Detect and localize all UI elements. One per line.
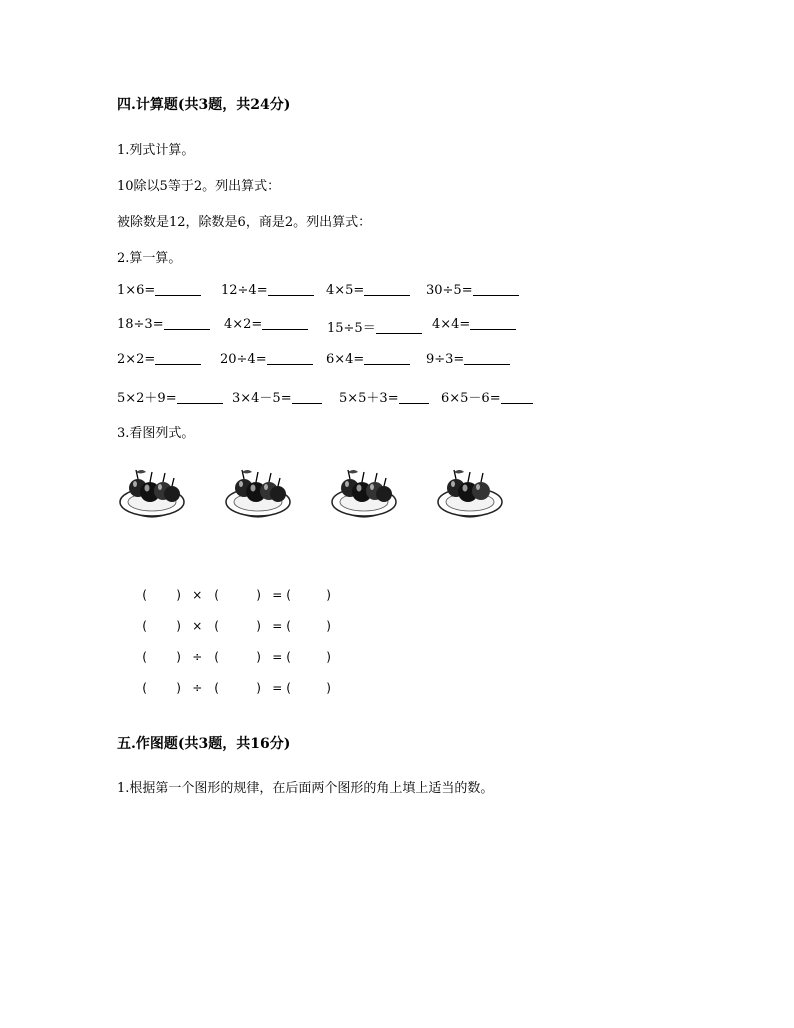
answer-blank[interactable] (155, 283, 201, 296)
q3-title: 3.看图列式。 (117, 426, 195, 441)
answer-blank[interactable] (164, 317, 210, 330)
q2-item: 1×6= (117, 283, 201, 298)
answer-blank[interactable] (501, 391, 533, 404)
answer-blank[interactable] (267, 352, 313, 365)
q2-item: 4×2= (224, 317, 308, 332)
section-5-q1-title: 1.根据第一个图形的规律，在后面两个图形的角上填上适当的数。 (117, 781, 494, 796)
q3-formula-4: ( ) ÷ ( ) = ( ) (142, 681, 331, 695)
q1-line-2: 被除数是12，除数是6，商是2。列出算式： (117, 215, 372, 230)
q2-item: 4×5= (326, 283, 410, 298)
apple-plate-icon (330, 458, 398, 522)
section-5-heading: 五.作图题(共3题，共16分) (117, 736, 291, 752)
q2-item: 15÷5＝ (327, 317, 422, 336)
q2-item: 20÷4= (220, 352, 313, 367)
q2-item: 4×4= (432, 317, 516, 332)
q2-item: 2×2= (117, 352, 201, 367)
q2-item: 12÷4= (221, 283, 314, 298)
answer-blank[interactable] (262, 317, 308, 330)
apple-plate-icon (224, 458, 292, 522)
answer-blank[interactable] (399, 391, 429, 404)
q3-formula-1: ( ) × ( ) = ( ) (142, 588, 331, 602)
answer-blank[interactable] (292, 391, 322, 404)
q2-item: 5×2＋9= (117, 387, 223, 406)
q3-formula-3: ( ) ÷ ( ) = ( ) (142, 650, 331, 664)
answer-blank[interactable] (364, 283, 410, 296)
answer-blank[interactable] (155, 352, 201, 365)
q2-title: 2.算一算。 (117, 251, 182, 266)
q2-item: 18÷3= (117, 317, 210, 332)
q1-line-1: 10除以5等于2。列出算式： (117, 179, 281, 194)
q2-item: 5×5＋3= (339, 387, 429, 406)
q3-formula-2: ( ) × ( ) = ( ) (142, 619, 331, 633)
answer-blank[interactable] (464, 352, 510, 365)
apple-plates-figure (118, 458, 518, 528)
q2-item: 6×4= (326, 352, 410, 367)
answer-blank[interactable] (470, 317, 516, 330)
answer-blank[interactable] (177, 391, 223, 404)
apple-plate-icon (436, 458, 504, 522)
q2-item: 9÷3= (426, 352, 510, 367)
q2-item: 6×5－6= (441, 387, 533, 406)
answer-blank[interactable] (364, 352, 410, 365)
apple-plate-icon (118, 458, 186, 522)
answer-blank[interactable] (376, 321, 422, 334)
q2-item: 3×4－5= (232, 387, 322, 406)
q2-item: 30÷5= (426, 283, 519, 298)
answer-blank[interactable] (473, 283, 519, 296)
answer-blank[interactable] (268, 283, 314, 296)
q1-title: 1.列式计算。 (117, 143, 195, 158)
section-4-heading: 四.计算题(共3题，共24分) (117, 97, 291, 113)
